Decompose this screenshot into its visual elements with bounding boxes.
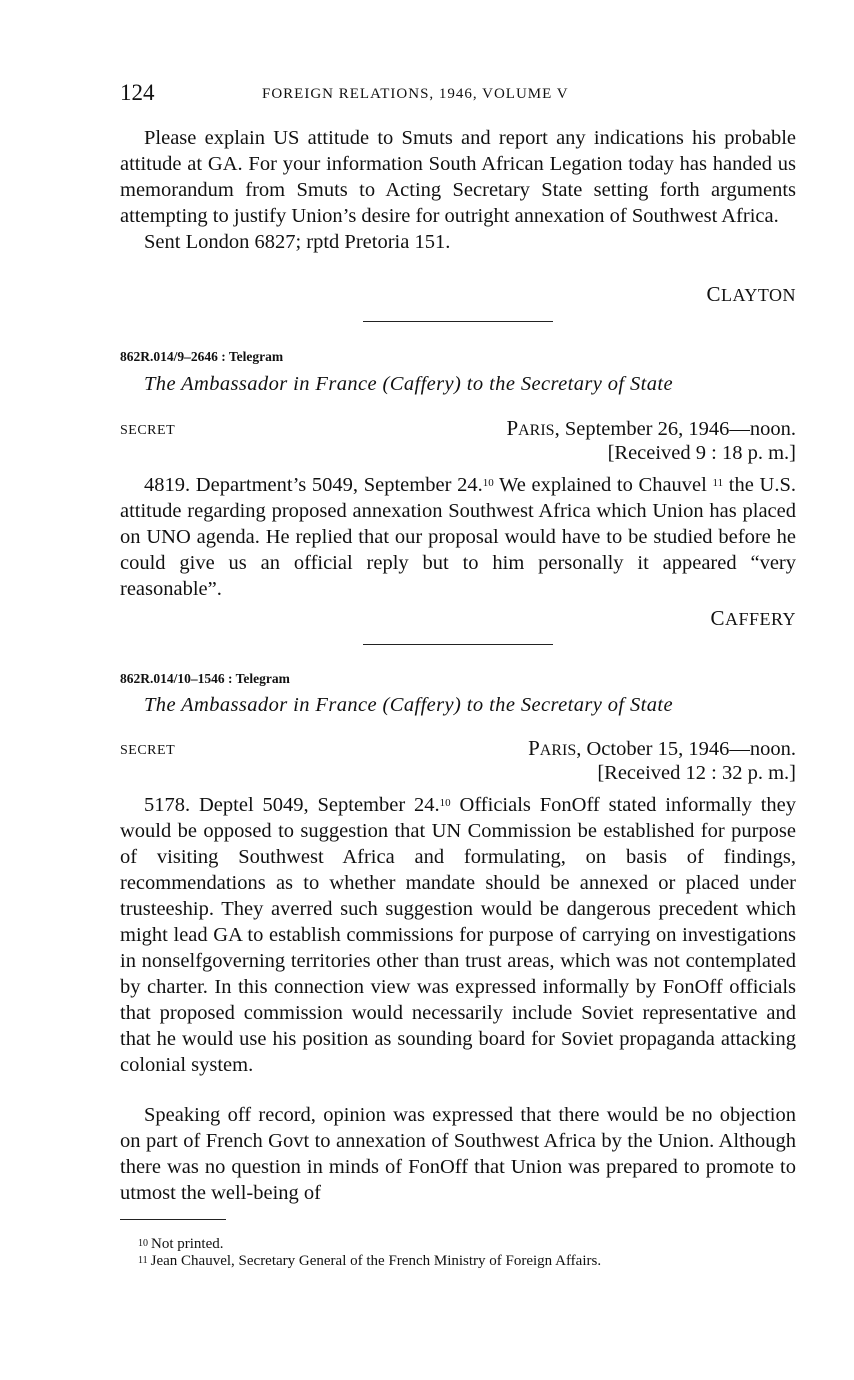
footnote-11: $^{11}$ Jean Chauvel, Secretary General of the French Ministry of Foreign Affairs. <box>138 1253 602 1269</box>
doc2-dateline: PARIS, September 26, 1946—noon. <box>506 416 796 440</box>
footnote-ref-10: 10 <box>482 477 494 489</box>
footnote-ref-10: 10 <box>439 797 451 809</box>
footnote-rule <box>120 1219 226 1220</box>
doc3-received: [Received 12 : 32 p. m.] <box>597 762 796 784</box>
footnote-ref-11: 11 <box>712 477 724 489</box>
doc1-paragraph-2: Sent London 6827; rptd Pretoria 151. <box>144 231 451 253</box>
page-number: 124 <box>120 80 155 105</box>
footnote-10: $^{10}$ Not printed. <box>138 1236 224 1252</box>
doc2-classification: SECRET <box>120 423 176 438</box>
running-head <box>120 80 796 110</box>
doc1-body <box>120 125 796 255</box>
doc3-paragraph-1: 5178. Deptel 5049, September 24.10 Officials FonOff stated informally they would be opposed to suggestion that UN Commission be established for purpose of visiting Southwest Africa and formulating, on basis of findings, recommendations as to whether mandate should be annexed or placed under trusteeship. They averred such suggestion would be dangerous precedent which might lead GA to establish commissions for purpose of carrying on investigations in nonselfgoverning territories other than trust areas, which was not contemplated by charter. In this connection view was expressed informally by FonOff officials that proposed commission would necessarily include Soviet representative and that he would use his position as sounding board for Soviet propaganda attacking colonial system. <box>120 794 797 1076</box>
doc2-signature: CAFFERY <box>710 606 796 630</box>
doc3-dateline: PARIS, October 15, 1946—noon. <box>528 736 796 760</box>
doc1-paragraph-1: Please explain US attitude to Smuts and report any indications his probable attitude at GA. For your information South African Legation today has handed us memorandum from Smuts to Acting Secretary State setting forth arguments attempting to justify Union’s desire for outright annexation of Southwest Africa. <box>120 127 796 227</box>
doc3-title: The Ambassador in France (Caffery) to the Secretary of State <box>144 694 674 716</box>
divider-rule-1 <box>363 321 553 322</box>
doc3-classification: SECRET <box>120 743 176 758</box>
divider-rule-2 <box>363 644 553 645</box>
doc1-signature: CLAYTON <box>706 282 796 306</box>
doc2-file-reference: 862R.014/9–2646 : Telegram <box>120 349 284 364</box>
doc2-received: [Received 9 : 18 p. m.] <box>607 442 796 464</box>
running-title: FOREIGN RELATIONS, 1946, VOLUME V <box>262 86 569 102</box>
doc2-title: The Ambassador in France (Caffery) to the Secretary of State <box>144 373 674 395</box>
doc3-file-reference: 862R.014/10–1546 : Telegram <box>120 671 290 686</box>
doc2-paragraph: 4819. Department’s 5049, September 24.10 We explained to Chauvel $^{11}$ the U.S. attitude regarding proposed annexation Southwest Africa which Union has placed on UNO agenda. He replied that our proposal would have to be studied before he could give us an official reply but to him personally it appeared “very reasonable”. <box>120 474 796 600</box>
doc3-paragraph-2: Speaking off record, opinion was expressed that there would be no objection on part of French Govt to annexation of Southwest Africa by the Union. Although there was no question in minds of FonOff that Union was prepared to promote to utmost the well-being of <box>120 1104 796 1204</box>
